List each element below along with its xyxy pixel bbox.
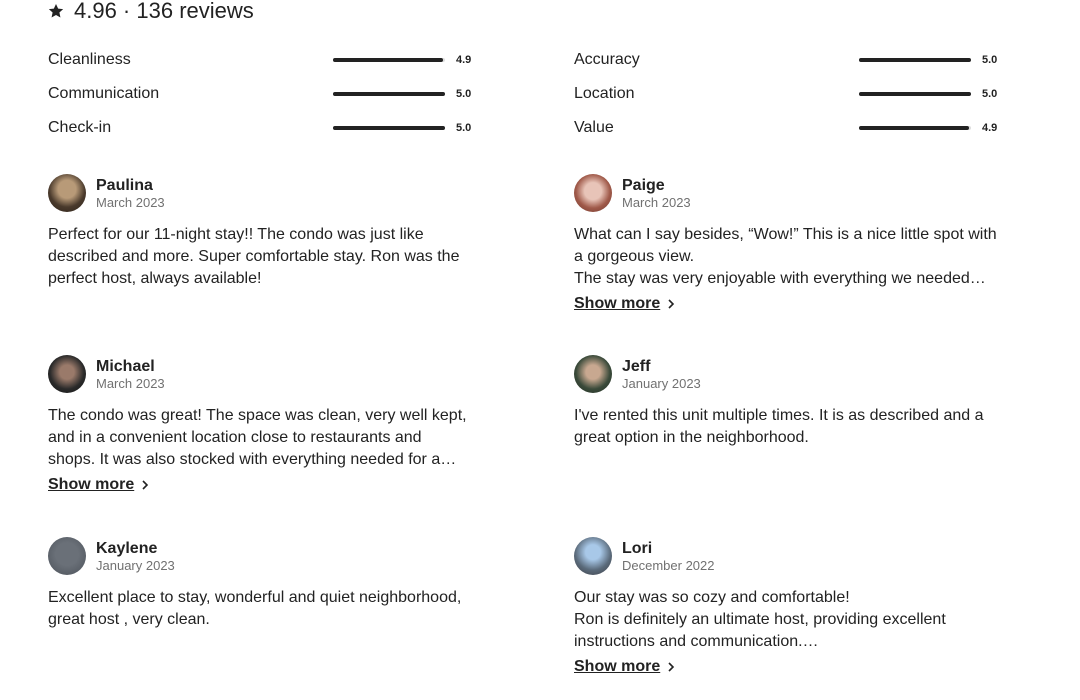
rating-bar [859, 92, 971, 96]
rating-row-cleanliness [48, 48, 471, 72]
review-card [48, 537, 473, 631]
rating-row-accuracy [574, 48, 997, 72]
rating-value: 4.9 [456, 54, 472, 66]
chevron-right-icon [666, 299, 676, 309]
review-header [48, 355, 473, 393]
rating-bar-fill [333, 126, 445, 130]
review-body [48, 587, 473, 631]
rating-value: 5.0 [982, 88, 998, 100]
review-body [574, 405, 999, 449]
avatar[interactable] [574, 174, 612, 212]
rating-value: 5.0 [982, 54, 998, 66]
avatar[interactable] [48, 537, 86, 575]
chevron-right-icon [140, 480, 150, 490]
review-text: Excellent place to stay, wonderful and quiet neighborhood, great host , very clean. [48, 589, 462, 628]
rating-label: Check-in [48, 119, 112, 136]
reviewer-name: Lori [622, 539, 653, 557]
reviews-header [48, 0, 254, 22]
avatar[interactable] [574, 355, 612, 393]
avatar[interactable] [48, 355, 86, 393]
rating-row-value [574, 116, 997, 140]
rating-bar [333, 58, 445, 62]
review-header [48, 537, 473, 575]
reviewer-name: Paige [622, 176, 665, 194]
rating-bar [859, 126, 971, 130]
rating-bar [859, 58, 971, 62]
reviewer-name: Michael [96, 357, 155, 375]
rating-value: 4.9 [982, 122, 998, 134]
rating-bar-fill [859, 58, 971, 62]
show-more-button[interactable] [574, 295, 676, 313]
show-more-label: Show more [574, 658, 661, 675]
review-body [574, 587, 999, 653]
review-header [574, 355, 999, 393]
rating-label: Communication [48, 85, 160, 102]
review-card [574, 355, 999, 449]
review-date: January 2023 [96, 557, 175, 573]
review-date: January 2023 [622, 375, 701, 391]
rating-label: Accuracy [574, 51, 640, 68]
rating-label: Cleanliness [48, 51, 131, 68]
review-text: I've rented this unit multiple times. It is as described and a great option in the neighborhood. [574, 407, 984, 446]
review-card [574, 174, 999, 313]
review-text: What can I say besides, “Wow!” This is a nice little spot with a gorgeous view. [574, 226, 997, 265]
rating-row-location [574, 82, 997, 106]
review-text: The condo was great! The space was clean, very well kept, and in a convenient location close to restaurants and shops. It was also stocked with everything needed for a [48, 407, 467, 468]
review-text: Our stay was so cozy and comfortable! [574, 589, 850, 606]
rating-bar [333, 126, 445, 130]
review-body [574, 224, 999, 290]
rating-row-communication [48, 82, 471, 106]
review-text: Perfect for our 11-night stay!! The condo was just like described and more. Super comfortable stay. Ron was the perfect host, always available! [48, 226, 460, 287]
review-date: March 2023 [622, 194, 691, 210]
rating-bar-fill [333, 92, 445, 96]
review-card [574, 537, 999, 676]
review-body [48, 224, 473, 290]
review-date: March 2023 [96, 194, 165, 210]
avatar[interactable] [48, 174, 86, 212]
review-header [48, 174, 473, 212]
review-card [48, 174, 473, 290]
rating-bar [333, 92, 445, 96]
rating-label: Value [574, 119, 614, 136]
rating-bar-fill [859, 126, 969, 130]
review-header [574, 174, 999, 212]
show-more-label: Show more [48, 476, 135, 493]
chevron-right-icon [666, 662, 676, 672]
rating-label: Location [574, 85, 635, 102]
reviews-title: 4.96 · 136 reviews [74, 0, 254, 23]
star-icon [48, 3, 64, 19]
reviewer-name: Kaylene [96, 539, 158, 557]
rating-bar-fill [333, 58, 443, 62]
show-more-label: Show more [574, 295, 661, 312]
reviewer-name: Jeff [622, 357, 651, 375]
review-date: March 2023 [96, 375, 165, 391]
review-text: Ron is definitely an ultimate host, providing excellent instructions and communication.… [574, 611, 946, 650]
review-text: The stay was very enjoyable with everything we needed [574, 270, 970, 287]
review-date: December 2022 [622, 557, 715, 573]
avatar[interactable] [574, 537, 612, 575]
show-more-button[interactable] [574, 658, 676, 676]
review-header [574, 537, 999, 575]
reviewer-name: Paulina [96, 176, 153, 194]
rating-value: 5.0 [456, 88, 472, 100]
review-card [48, 355, 473, 494]
show-more-button[interactable] [48, 476, 150, 494]
rating-value: 5.0 [456, 122, 472, 134]
review-body [48, 405, 473, 471]
rating-bar-fill [859, 92, 971, 96]
rating-row-check-in [48, 116, 471, 140]
